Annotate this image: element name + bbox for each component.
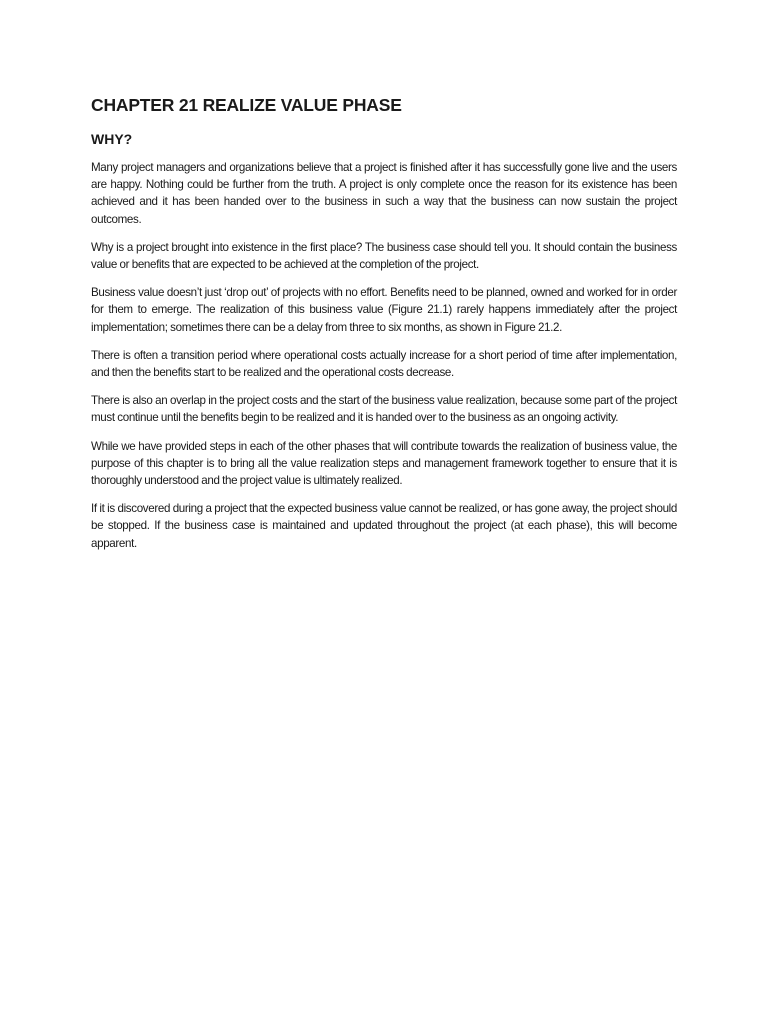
paragraph: While we have provided steps in each of the other phases that will contribute towards the realization of business value, the purpose of this chapter is to bring all the value realization steps and management framework together to ensure that it is thoroughly understood and the project value is ultimately realized. — [91, 439, 677, 488]
section-heading: WHY? — [91, 131, 133, 147]
document-page — [91, 94, 677, 563]
paragraph: Business value doesn’t just ‘drop out’ of projects with no effort. Benefits need to be planned, owned and worked for in order for them to emerge. The realization of this business value (Figure 21.1) rarely happens immediately after the project implementation; sometimes there can be a delay from three to six months, as shown in Figure 21.2. — [91, 286, 677, 334]
paragraph: There is also an overlap in the project costs and the start of the business value realization, because some part of the project must continue until the benefits begin to be realized and it is handed over to the business as an ongoing activity. — [91, 394, 677, 425]
paragraph: Many project managers and organizations believe that a project is finished after it has successfully gone live and the users are happy. Nothing could be further from the truth. A project is only complete once the reason for its existence has been achieved and it has been handed over to the business in such a way that the business can now sustain the project outcomes. — [91, 161, 677, 226]
paragraph: There is often a transition period where operational costs actually increase for a short period of time after implementation, and then the benefits start to be realized and the operational costs decrease. — [91, 348, 677, 380]
paragraph: If it is discovered during a project that the expected business value cannot be realized, or has gone away, the project should be stopped. If the business case is maintained and updated throughout the project (at each phase), this will become apparent. — [91, 502, 677, 550]
paragraph: Why is a project brought into existence in the first place? The business case should tell you. It should contain the business value or benefits that are expected to be achieved at the completion of the project. — [91, 240, 677, 272]
chapter-title: CHAPTER 21 REALIZE VALUE PHASE — [91, 95, 402, 115]
